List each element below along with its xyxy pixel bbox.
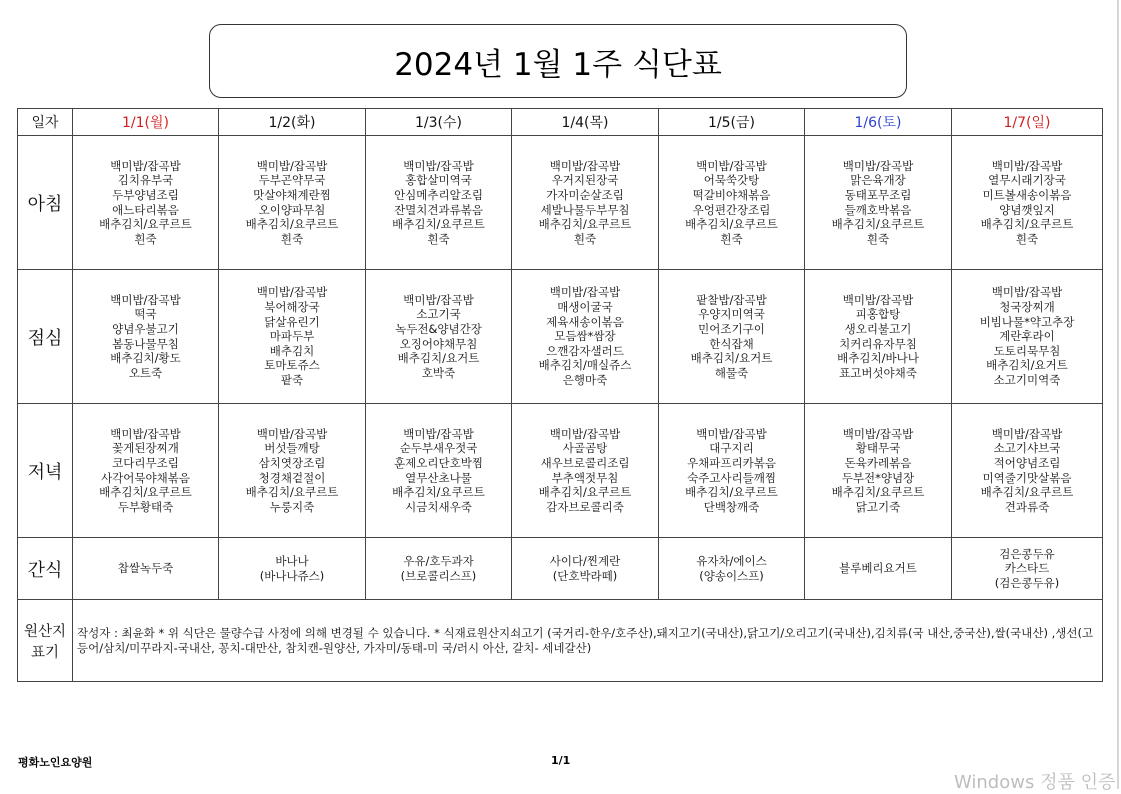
menu-item: 백미밥/잡곡밥 xyxy=(696,426,767,441)
menu-cell xyxy=(73,404,219,538)
menu-item: 소고기국 xyxy=(416,307,461,322)
menu-cell xyxy=(659,404,805,538)
menu-item: 백미밥/잡곡밥 xyxy=(110,158,181,173)
menu-cell xyxy=(805,136,952,270)
origin-text: 작성자 : 최윤화 * 위 식단은 물량수급 사정에 의해 변경될 수 있습니다. * 식재료원산지쇠고기 (국거리-한우/호주산),돼지고기(국내산),닭고기/오리고기(국내산),김치류(국 내산,중국산),쌀(국내산) ,생선(고등어/삼치/미꾸라지-국내산, 꽁치-대만산, 참치캔-원양산, 가자미/동태-미 국/러시 아산, 갈치- 세네갈산) xyxy=(73,600,1103,682)
menu-item: 백미밥/잡곡밥 xyxy=(842,426,914,441)
menu-item: 제육새송이볶음 xyxy=(546,314,624,329)
meal-label: 간식 xyxy=(18,538,73,600)
activation-watermark: Windows 정품 인증 xyxy=(954,772,1116,793)
menu-item: 계란후라이 xyxy=(999,329,1055,344)
menu-cell xyxy=(219,270,366,404)
menu-item: 동태포무조림 xyxy=(844,187,912,202)
menu-item: 오징어야채무침 xyxy=(399,336,478,351)
menu-item: 백미밥/잡곡밥 xyxy=(842,292,914,307)
menu-item: 백미밥/잡곡밥 xyxy=(549,285,621,300)
meal-row xyxy=(18,270,1103,404)
menu-cell xyxy=(952,136,1103,270)
menu-item: 숙주고사리들깨찜 xyxy=(687,470,776,485)
menu-cell xyxy=(512,136,659,270)
menu-item: 흰죽 xyxy=(1015,231,1039,246)
menu-item: 꽃게된장찌개 xyxy=(112,441,179,456)
menu-item: 으깬감자샐러드 xyxy=(546,343,624,358)
menu-item: 버섯들깨탕 xyxy=(264,441,320,456)
menu-item: 코다리무조림 xyxy=(112,455,179,470)
page-edge-rule xyxy=(1117,0,1119,789)
meal-label: 저녁 xyxy=(18,404,73,538)
menu-item: 배추김치/요쿠르트 xyxy=(245,217,339,232)
menu-item: (검은콩두유) xyxy=(994,575,1060,590)
menu-item: 배추김치/요쿠르트 xyxy=(980,217,1074,232)
menu-item: 팥찰밥/잡곡밥 xyxy=(696,292,767,307)
menu-item: 시금치새우죽 xyxy=(405,499,472,514)
menu-cell xyxy=(952,404,1103,538)
menu-item: 삼치엿장조림 xyxy=(258,455,326,470)
menu-item: 배추김치/요거트 xyxy=(397,351,480,366)
menu-item: 배추김치/요거트 xyxy=(690,351,773,366)
menu-item: 새우브로콜리조림 xyxy=(540,455,630,470)
page-title: 2024년 1월 1주 식단표 xyxy=(209,24,907,98)
menu-item: 사골곰탕 xyxy=(562,441,608,456)
menu-cell xyxy=(73,136,219,270)
menu-item: 열무시래기장국 xyxy=(988,173,1066,188)
menu-item: 백미밥/잡곡밥 xyxy=(256,158,328,173)
menu-item: 배추김치/요쿠르트 xyxy=(831,485,925,500)
menu-item: (브로콜리스프) xyxy=(400,568,477,583)
menu-cell xyxy=(366,404,512,538)
menu-item: (양송이스프) xyxy=(699,568,764,583)
menu-item: 사각어묵야채볶음 xyxy=(101,470,190,485)
menu-item: 배추김치/요쿠르트 xyxy=(831,217,925,232)
menu-item: 비빔나물*약고추장 xyxy=(979,314,1075,329)
menu-item: 백미밥/잡곡밥 xyxy=(110,426,181,441)
date-header-cell: 1/5(금) xyxy=(659,109,805,136)
menu-item: 배추김치/바나나 xyxy=(837,351,919,366)
date-header-cell: 1/3(수) xyxy=(366,109,512,136)
menu-item: 생오리불고기 xyxy=(844,321,912,336)
menu-cell xyxy=(952,270,1103,404)
menu-cell xyxy=(512,270,659,404)
menu-table xyxy=(17,108,1103,682)
menu-item: 애느타리볶음 xyxy=(112,202,179,217)
menu-item: 두부곤약무국 xyxy=(258,173,326,188)
menu-item: 훈제오리단호박찜 xyxy=(394,455,483,470)
meal-row xyxy=(18,538,1103,600)
date-header-cell: 1/1(월) xyxy=(73,109,219,136)
date-header-cell: 1/2(화) xyxy=(219,109,366,136)
origin-label: 원산지 표기 xyxy=(18,600,73,682)
menu-item: 맛살야채계란찜 xyxy=(253,187,331,202)
menu-item: 백미밥/잡곡밥 xyxy=(403,158,474,173)
menu-cell xyxy=(73,538,219,600)
origin-row xyxy=(18,600,1103,682)
menu-item: 백미밥/잡곡밥 xyxy=(696,158,767,173)
menu-item: 녹두전&양념간장 xyxy=(395,321,482,336)
menu-item: 흰죽 xyxy=(866,231,890,246)
menu-item: 찹쌀녹두죽 xyxy=(117,561,174,576)
meal-label: 아침 xyxy=(18,136,73,270)
menu-item: 맑은육개장 xyxy=(850,173,906,188)
menu-item: 소고기미역죽 xyxy=(993,372,1061,387)
menu-cell xyxy=(219,136,366,270)
menu-item: 백미밥/잡곡밥 xyxy=(110,292,181,307)
menu-item: 백미밥/잡곡밥 xyxy=(991,158,1063,173)
menu-item: 우유/호두과자 xyxy=(403,553,474,568)
date-header-cell: 1/4(목) xyxy=(512,109,659,136)
institution-name: 평화노인요양원 xyxy=(18,756,93,769)
menu-cell xyxy=(659,270,805,404)
menu-item: 치커리유자무침 xyxy=(839,336,917,351)
menu-item: 황태무국 xyxy=(855,441,901,456)
menu-cell xyxy=(659,538,805,600)
menu-item: 마파두부 xyxy=(269,329,315,344)
menu-item: 흰죽 xyxy=(427,231,450,246)
menu-item: 대구지리 xyxy=(709,441,754,456)
date-header-label: 일자 xyxy=(18,109,73,136)
menu-item: 두부황태죽 xyxy=(117,499,174,514)
menu-item: 두부전*양념장 xyxy=(841,470,915,485)
menu-cell xyxy=(659,136,805,270)
menu-item: 매생이굴국 xyxy=(557,300,613,315)
menu-item: 해물죽 xyxy=(714,365,749,380)
menu-item: 봄동나물무침 xyxy=(112,336,179,351)
menu-item: 백미밥/잡곡밥 xyxy=(991,285,1063,300)
menu-cell xyxy=(805,270,952,404)
menu-item: 배추김치/요쿠르트 xyxy=(685,485,778,500)
menu-item: (바나나쥬스) xyxy=(259,568,325,583)
menu-item: 감자브로콜리죽 xyxy=(546,499,624,514)
menu-cell xyxy=(73,270,219,404)
menu-item: 은행마죽 xyxy=(562,372,608,387)
menu-item: 배추김치/황도 xyxy=(110,351,181,366)
menu-item: (단호박라떼) xyxy=(552,568,618,583)
menu-item: 안심메추리알조림 xyxy=(394,187,483,202)
menu-cell xyxy=(219,538,366,600)
meal-row xyxy=(18,404,1103,538)
menu-item: 양념우불고기 xyxy=(112,321,179,336)
menu-item: 단백창깨죽 xyxy=(703,499,760,514)
menu-item: 토마토쥬스 xyxy=(264,358,320,373)
menu-cell xyxy=(805,404,952,538)
menu-item: 한식잡채 xyxy=(709,336,754,351)
menu-item: 견과류죽 xyxy=(1004,499,1050,514)
menu-item: 배추김치/요쿠르트 xyxy=(99,485,192,500)
page-number: 1/1 xyxy=(551,754,571,767)
menu-item: 피홍합탕 xyxy=(855,307,901,322)
menu-cell xyxy=(366,136,512,270)
menu-item: 우채파프리카볶음 xyxy=(687,455,776,470)
menu-cell xyxy=(512,404,659,538)
menu-item: 흰죽 xyxy=(573,231,597,246)
menu-item: 닭살유린기 xyxy=(264,314,320,329)
menu-item: 오트죽 xyxy=(128,365,163,380)
menu-item: 북어해장국 xyxy=(264,300,320,315)
menu-item: 두부양념조림 xyxy=(112,187,179,202)
menu-item: 청국장찌개 xyxy=(999,300,1055,315)
menu-item: 배추김치/요쿠르트 xyxy=(980,485,1074,500)
menu-item: 흰죽 xyxy=(280,231,304,246)
menu-item: 흰죽 xyxy=(134,231,157,246)
menu-item: 순두부새우젓국 xyxy=(399,441,478,456)
menu-item: 백미밥/잡곡밥 xyxy=(549,158,621,173)
menu-item: 배추김치/요쿠르트 xyxy=(538,217,632,232)
menu-item: 바나나 xyxy=(275,553,309,568)
menu-item: 양념깻잎지 xyxy=(999,202,1055,217)
menu-cell xyxy=(219,404,366,538)
menu-item: 청경채겉절이 xyxy=(258,470,326,485)
menu-item: 세발나물두부무침 xyxy=(540,202,630,217)
menu-item: 우엉편간장조림 xyxy=(692,202,771,217)
menu-item: 검은콩두유 xyxy=(999,546,1055,561)
menu-item: 들깨호박볶음 xyxy=(844,202,912,217)
menu-item: 떡국 xyxy=(134,307,157,322)
menu-item: 닭고기죽 xyxy=(855,499,901,514)
menu-item: 김치유부국 xyxy=(117,173,174,188)
menu-item: 적어양념조림 xyxy=(993,455,1061,470)
menu-item: 배추김치/매실쥬스 xyxy=(538,358,632,373)
menu-item: 미역줄기맛살볶음 xyxy=(982,470,1072,485)
menu-item: 호박죽 xyxy=(421,365,456,380)
menu-item: 도토리묵무침 xyxy=(993,343,1061,358)
menu-cell xyxy=(512,538,659,600)
menu-item: 백미밥/잡곡밥 xyxy=(403,426,474,441)
menu-item: 유자차/에이스 xyxy=(696,553,767,568)
date-header-cell: 1/6(토) xyxy=(805,109,952,136)
menu-item: 카스타드 xyxy=(1004,561,1050,576)
menu-item: 표고버섯야채죽 xyxy=(839,365,917,380)
meal-label: 점심 xyxy=(18,270,73,404)
menu-cell xyxy=(805,538,952,600)
menu-cell xyxy=(366,538,512,600)
menu-item: 배추김치/요쿠르트 xyxy=(685,217,778,232)
date-header-row xyxy=(18,109,1103,136)
menu-item: 백미밥/잡곡밥 xyxy=(256,285,328,300)
menu-item: 배추김치/요쿠르트 xyxy=(245,485,339,500)
menu-item: 백미밥/잡곡밥 xyxy=(549,426,621,441)
menu-item: 오이양파무침 xyxy=(258,202,326,217)
menu-item: 소고기샤브국 xyxy=(993,441,1061,456)
menu-item: 부추액젓무침 xyxy=(551,470,619,485)
menu-item: 민어조기구이 xyxy=(698,321,765,336)
menu-item: 배추김치/요쿠르트 xyxy=(538,485,632,500)
menu-item: 돈육카레볶음 xyxy=(844,455,912,470)
menu-item: 사이다/찐계란 xyxy=(549,553,621,568)
menu-item: 홍합살미역국 xyxy=(405,173,472,188)
menu-item: 백미밥/잡곡밥 xyxy=(403,292,474,307)
menu-item: 떡갈비야채볶음 xyxy=(692,187,771,202)
menu-item: 배추김치/요쿠르트 xyxy=(392,217,485,232)
meal-row xyxy=(18,136,1103,270)
menu-item: 흰죽 xyxy=(720,231,743,246)
menu-item: 우양지미역국 xyxy=(698,307,765,322)
menu-item: 백미밥/잡곡밥 xyxy=(991,426,1063,441)
menu-item: 백미밥/잡곡밥 xyxy=(842,158,914,173)
menu-item: 가자미순살조림 xyxy=(546,187,624,202)
menu-item: 배추김치 xyxy=(269,343,315,358)
menu-item: 배추김치/요쿠르트 xyxy=(99,217,192,232)
menu-item: 열무산초나물 xyxy=(405,470,472,485)
menu-item: 우거지된장국 xyxy=(551,173,619,188)
menu-item: 배추김치/요쿠르트 xyxy=(392,485,485,500)
menu-cell xyxy=(366,270,512,404)
menu-item: 배추김치/요거트 xyxy=(986,358,1068,373)
menu-item: 모듬쌈*쌈장 xyxy=(554,329,616,344)
menu-item: 잔멸치견과류볶음 xyxy=(394,202,483,217)
menu-item: 미트볼새송이볶음 xyxy=(982,187,1072,202)
menu-item: 팥죽 xyxy=(280,372,304,387)
menu-item: 백미밥/잡곡밥 xyxy=(256,426,328,441)
menu-cell xyxy=(952,538,1103,600)
menu-item: 블루베리요거트 xyxy=(839,561,917,576)
menu-item: 누룽지죽 xyxy=(269,499,315,514)
menu-item: 어묵쑥갓탕 xyxy=(703,173,760,188)
date-header-cell: 1/7(일) xyxy=(952,109,1103,136)
